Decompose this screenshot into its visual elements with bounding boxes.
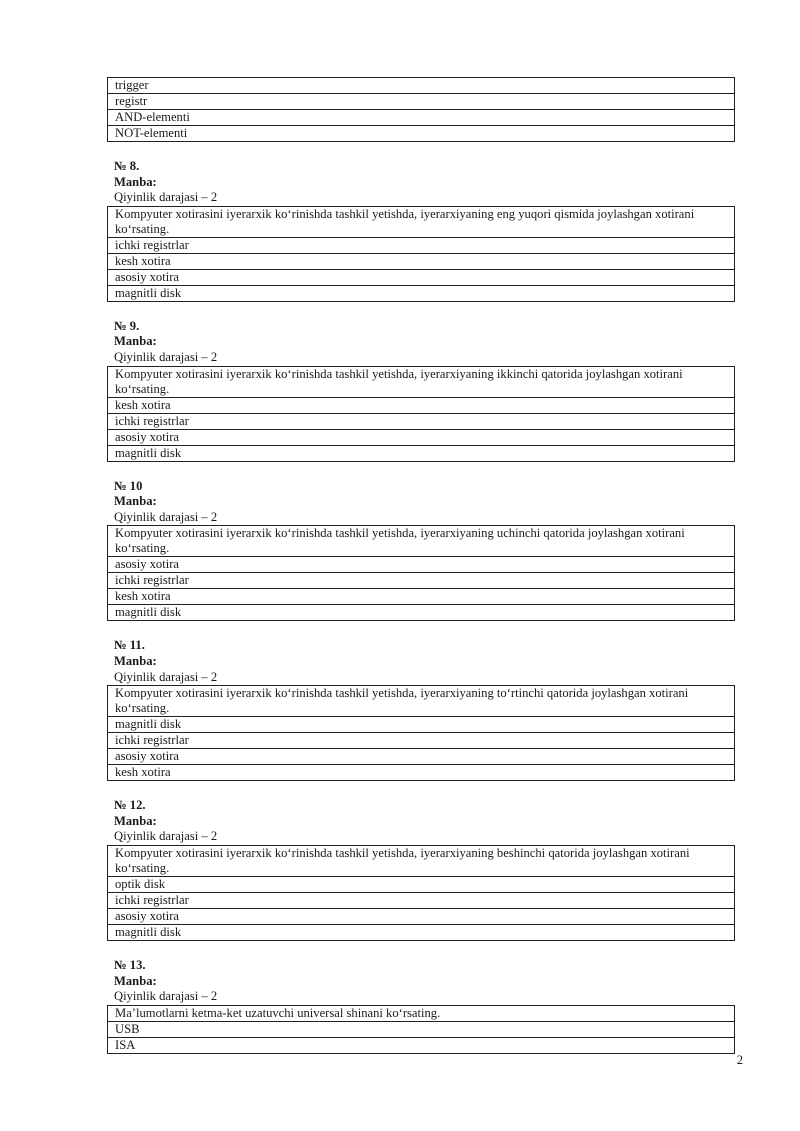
answer-option: AND-elementi bbox=[108, 109, 734, 125]
answer-option: asosiy xotira bbox=[108, 429, 734, 445]
answer-option: ichki registrlar bbox=[108, 413, 734, 429]
answer-option: optik disk bbox=[108, 876, 734, 892]
question-table bbox=[107, 1005, 735, 1054]
answer-option: trigger bbox=[115, 78, 149, 92]
question-number: № 10 bbox=[114, 478, 143, 493]
question-table bbox=[107, 525, 735, 621]
question-block-11 bbox=[107, 638, 735, 781]
question-text: Kompyuter xotirasini iyerarxik ko‘rinishda tashkil yetishda, iyerarxiyaning uchinchi qatorida joylashgan xotirani ko‘rsating. bbox=[115, 526, 685, 556]
difficulty-label: Qiyinlik darajasi – 2 bbox=[114, 349, 218, 364]
answer-option: magnitli disk bbox=[108, 285, 734, 301]
difficulty-label: Qiyinlik darajasi – 2 bbox=[114, 829, 218, 844]
answer-option: kesh xotira bbox=[108, 764, 734, 780]
question-block-13 bbox=[107, 958, 735, 1054]
difficulty-label: Qiyinlik darajasi – 2 bbox=[114, 669, 218, 684]
question-table bbox=[107, 206, 735, 302]
question-text: Kompyuter xotirasini iyerarxik ko‘rinishda tashkil yetishda, iyerarxiyaning eng yuqori qismida joylashgan xotirani ko‘rsating. bbox=[115, 206, 695, 236]
question-text: Kompyuter xotirasini iyerarxik ko‘rinishda tashkil yetishda, iyerarxiyaning ikkinchi qatorida joylashgan xotirani ko‘rsating. bbox=[115, 366, 683, 396]
question-text: Ma’lumotlarni ketma-ket uzatuvchi universal shinani ko‘rsating. bbox=[115, 1005, 441, 1020]
answer-option: registr bbox=[108, 93, 734, 109]
answer-option: USB bbox=[108, 1021, 734, 1037]
question-text: Kompyuter xotirasini iyerarxik ko‘rinishda tashkil yetishda, iyerarxiyaning to‘rtinchi qatorida joylashgan xotirani ko‘rsating. bbox=[115, 686, 689, 716]
answer-option: asosiy xotira bbox=[108, 748, 734, 764]
answer-option: asosiy xotira bbox=[108, 556, 734, 572]
difficulty-label: Qiyinlik darajasi – 2 bbox=[114, 509, 218, 524]
answer-option: ISA bbox=[108, 1037, 734, 1053]
answer-option: asosiy xotira bbox=[108, 908, 734, 924]
answer-option: ichki registrlar bbox=[108, 892, 734, 908]
source-label: Manba: bbox=[114, 174, 157, 189]
answer-option: magnitli disk bbox=[108, 604, 734, 620]
document-page bbox=[107, 77, 735, 1054]
source-label: Manba: bbox=[114, 813, 157, 828]
question-table bbox=[107, 845, 735, 941]
answer-option: kesh xotira bbox=[108, 397, 734, 413]
question-table bbox=[107, 685, 735, 781]
question-block-8 bbox=[107, 159, 735, 302]
answer-option: asosiy xotira bbox=[108, 269, 734, 285]
question-block-12 bbox=[107, 798, 735, 941]
question-text: Kompyuter xotirasini iyerarxik ko‘rinishda tashkil yetishda, iyerarxiyaning beshinchi qatorida joylashgan xotirani ko‘rsating. bbox=[115, 845, 690, 875]
question-number: № 12. bbox=[114, 798, 146, 813]
question-number: № 13. bbox=[114, 957, 146, 972]
question-table bbox=[107, 366, 735, 462]
source-label: Manba: bbox=[114, 494, 157, 509]
answer-option: ichki registrlar bbox=[108, 237, 734, 253]
answer-option: ichki registrlar bbox=[108, 732, 734, 748]
answer-option: kesh xotira bbox=[108, 588, 734, 604]
difficulty-label: Qiyinlik darajasi – 2 bbox=[114, 190, 218, 205]
question-block-9 bbox=[107, 319, 735, 462]
source-label: Manba: bbox=[114, 653, 157, 668]
answer-option: magnitli disk bbox=[108, 716, 734, 732]
question-number: № 9. bbox=[114, 318, 140, 333]
answer-option: magnitli disk bbox=[108, 924, 734, 940]
answer-option: magnitli disk bbox=[108, 445, 734, 461]
question-number: № 11. bbox=[114, 638, 145, 653]
answer-option: kesh xotira bbox=[108, 253, 734, 269]
difficulty-label: Qiyinlik darajasi – 2 bbox=[114, 989, 218, 1004]
source-label: Manba: bbox=[114, 334, 157, 349]
question-block-10 bbox=[107, 479, 735, 622]
answer-option: NOT-elementi bbox=[108, 125, 734, 141]
page-number: 2 bbox=[736, 1053, 743, 1067]
question-number: № 8. bbox=[114, 159, 140, 173]
options-table-prev bbox=[107, 77, 735, 142]
answer-option: ichki registrlar bbox=[108, 572, 734, 588]
source-label: Manba: bbox=[114, 973, 157, 988]
